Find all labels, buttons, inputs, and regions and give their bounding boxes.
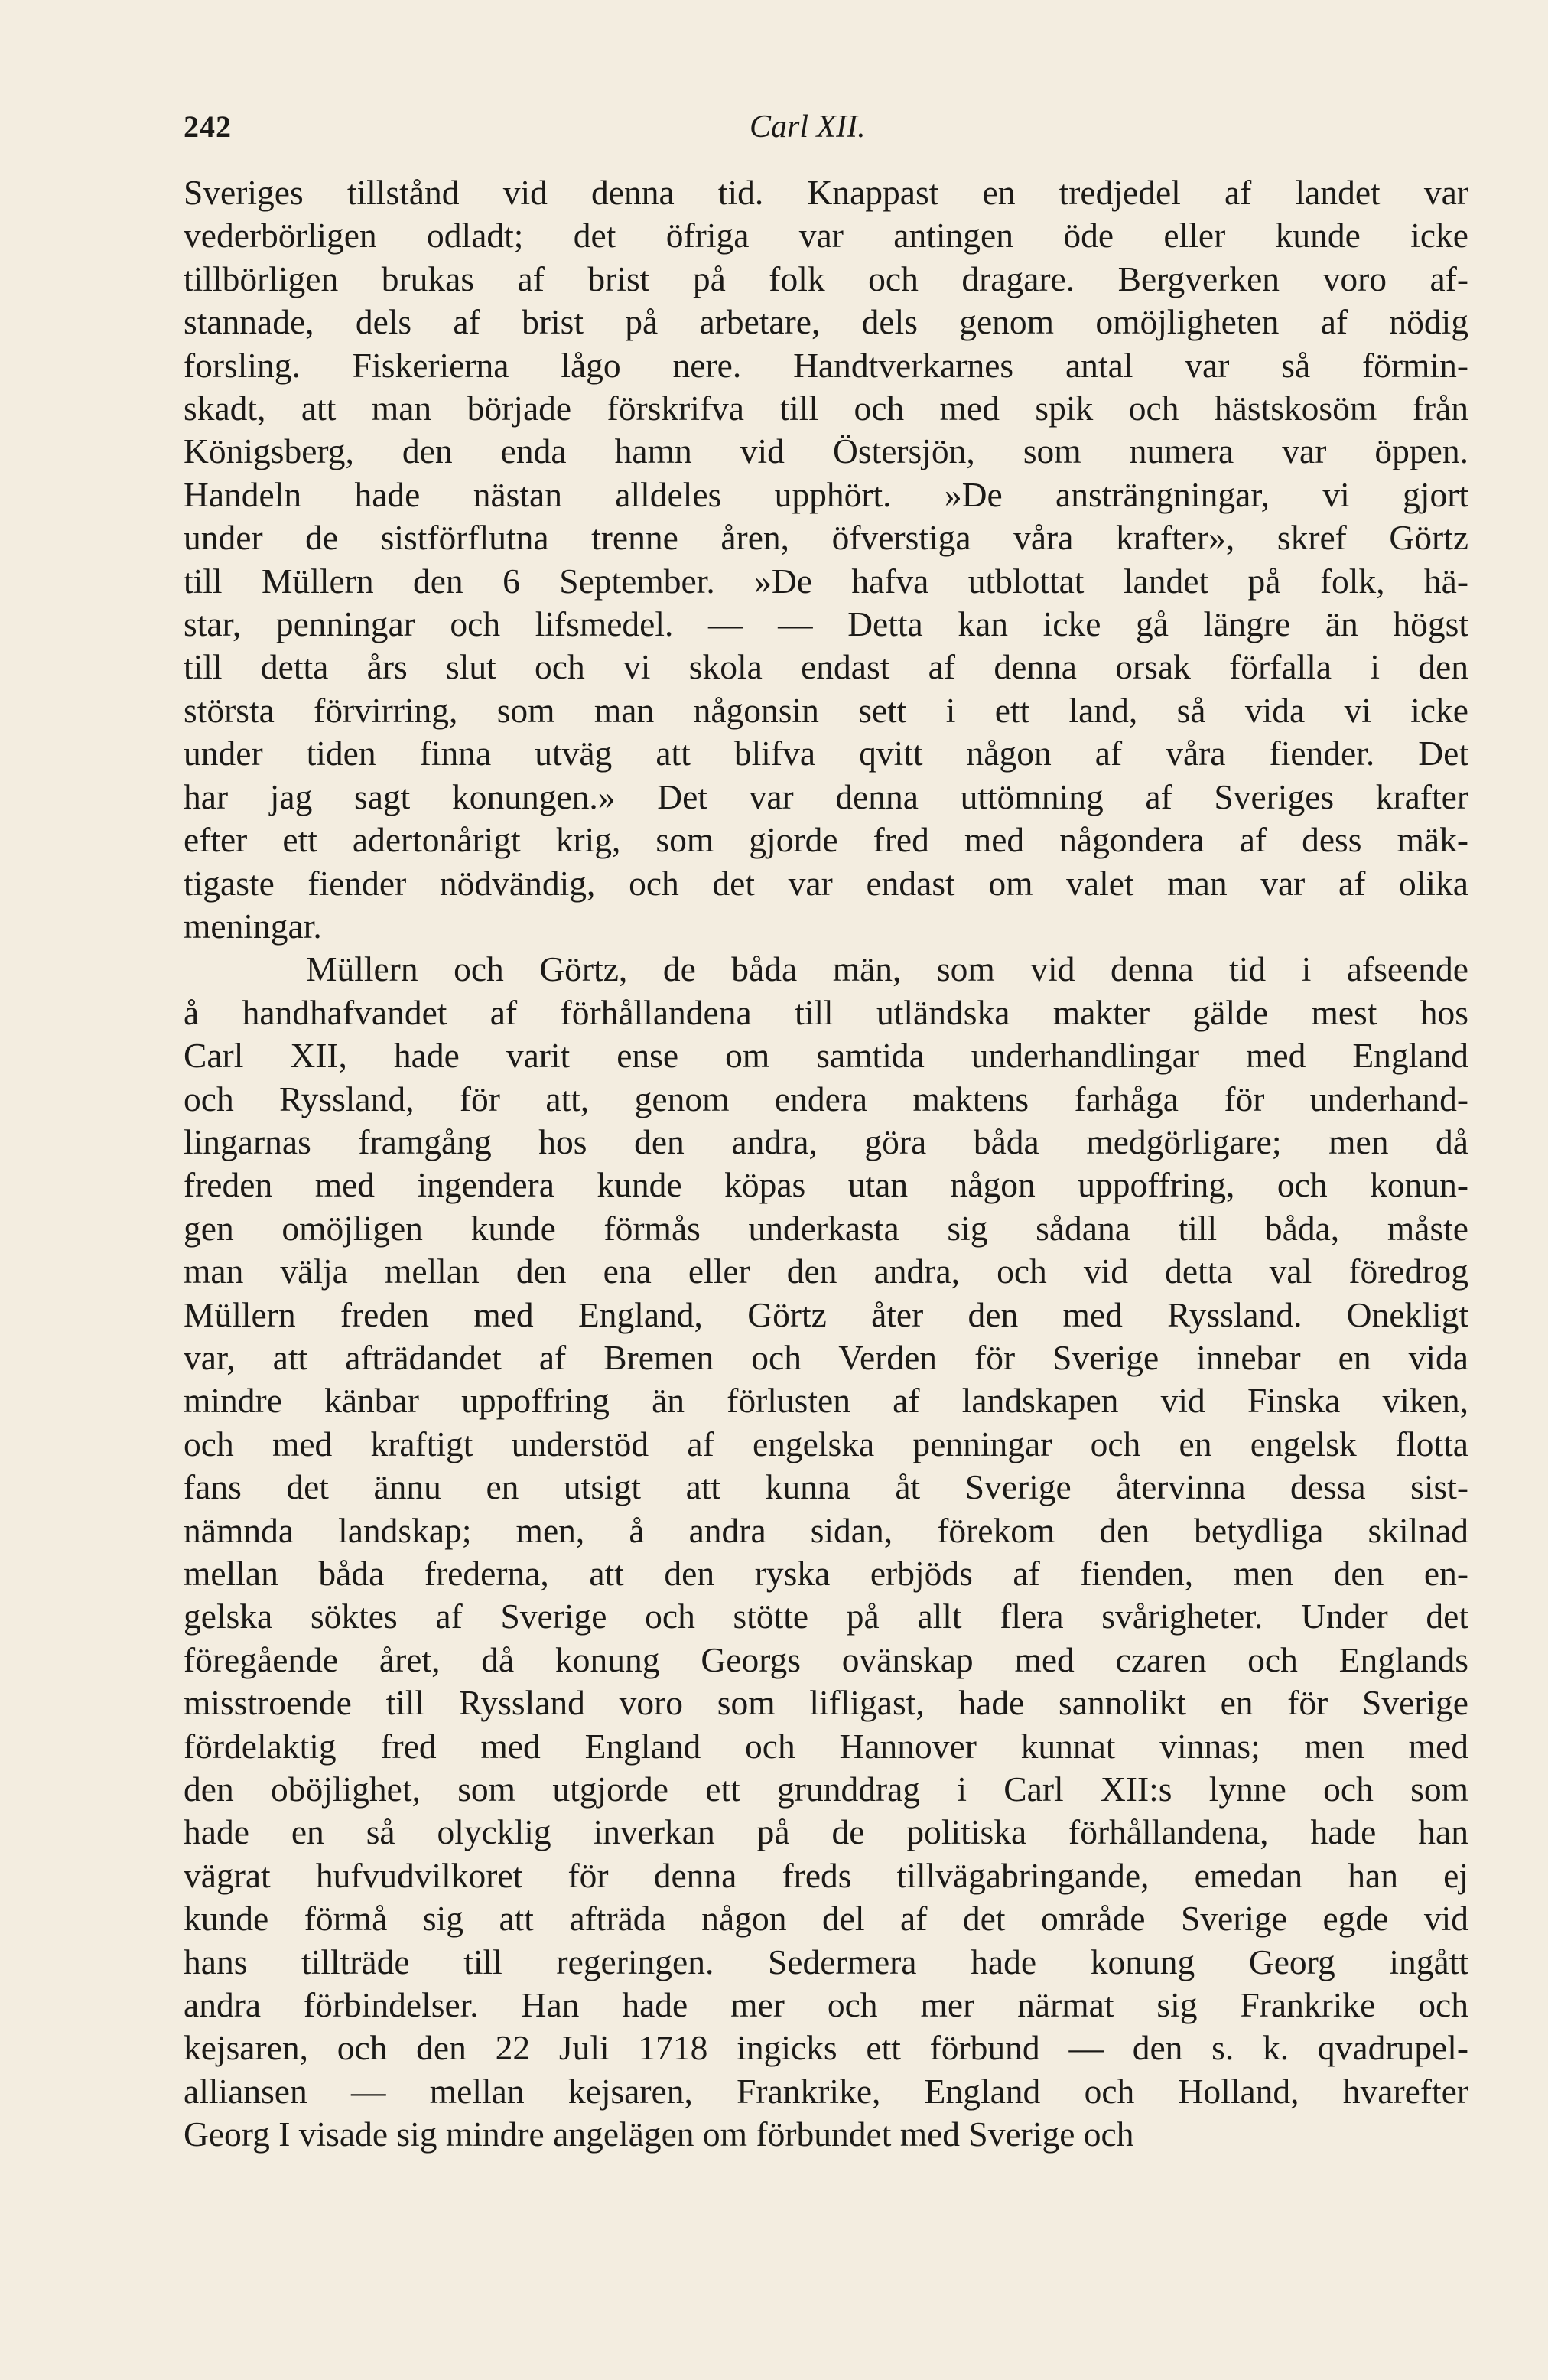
text-line: under tiden finna utväg att blifva qvitt någon af våra fiender. Det	[184, 734, 1468, 773]
text-line: var, att afträdandet af Bremen och Verden för Sverige innebar en vida	[184, 1337, 1468, 1377]
text-line: stannade, dels af brist på arbetare, dels genom omöjligheten af nödig	[184, 302, 1468, 342]
text-line: skadt, att man började förskrifva till och med spik och hästskosöm från	[184, 389, 1468, 428]
text-line: alliansen — mellan kejsaren, Frankrike, England och Holland, hvarefter	[184, 2071, 1468, 2111]
text-line: föregående året, då konung Georgs ovänskap med czaren och Englands	[184, 1639, 1468, 1679]
text-line: tillbörligen brukas af brist på folk och dragare. Bergverken voro af-	[184, 259, 1468, 298]
text-line: gelska söktes af Sverige och stötte på allt flera svårigheter. Under det	[184, 1597, 1468, 1636]
text-line: vederbörligen odladt; det öfriga var antingen öde eller kunde icke	[184, 216, 1468, 256]
text-line: freden med ingendera kunde köpas utan någon uppoffring, och konun-	[184, 1165, 1468, 1205]
text-line: efter ett adertonårigt krig, som gjorde fred med någondera af dess mäk-	[184, 820, 1468, 860]
text-line: kunde förmå sig att afträda någon del af det område Sverige egde vid	[184, 1899, 1468, 1939]
text-line: andra förbindelser. Han hade mer och mer närmat sig Frankrike och	[184, 1985, 1468, 2025]
text-line: har jag sagt konungen.» Det var denna uttömning af Sveriges krafter	[184, 777, 1468, 816]
page-number: 242	[184, 109, 232, 144]
text-line: man välja mellan den ena eller den andra, och vid detta val föredrog	[184, 1252, 1468, 1291]
text-line: till detta års slut och vi skola endast af denna orsak förfalla i den	[184, 647, 1468, 687]
text-line: Handeln hade nästan alldeles upphört. »De ansträngningar, vi gjort	[184, 474, 1468, 514]
text-line: Georg I visade sig mindre angelägen om förbundet med Sverige och	[184, 2115, 1134, 2154]
text-line: lingarnas framgång hos den andra, göra båda medgörligare; men då	[184, 1122, 1468, 1161]
text-line: forsling. Fiskerierna lågo nere. Handtverkarnes antal var så förmin-	[184, 345, 1468, 385]
running-title: Carl XII.	[750, 109, 866, 145]
text-line: Müllern freden med England, Görtz åter den med Ryssland. Onekligt	[184, 1294, 1468, 1334]
text-line: misstroende till Ryssland voro som lifligast, hade sannolikt en för Sverige	[184, 1683, 1468, 1723]
text-line: och med kraftigt understöd af engelska penningar och en engelsk flotta	[184, 1424, 1468, 1463]
paragraph	[184, 948, 1468, 2156]
text-line: Carl XII, hade varit ense om samtida underhandlingar med England	[184, 1036, 1468, 1076]
text-line: star, penningar och lifsmedel. — — Detta kan icke gå längre än högst	[184, 604, 1468, 644]
text-line: gen omöjligen kunde förmås underkasta sig sådana till båda, måste	[184, 1208, 1468, 1248]
text-line: å handhafvandet af förhållandena till utländska makter gälde mest hos	[184, 992, 1468, 1032]
text-line: tigaste fiender nödvändig, och det var endast om valet man var af olika	[184, 863, 1468, 903]
text-line: största förvirring, som man någonsin sett i ett land, så vida vi icke	[184, 690, 1468, 730]
running-header	[184, 109, 1468, 155]
text-line: till Müllern den 6 September. »De hafva utblottat landet på folk, hä-	[184, 561, 1468, 601]
text-line: den oböjlighet, som utgjorde ett grunddrag i Carl XII:s lynne och som	[184, 1770, 1468, 1809]
text-line: Sveriges tillstånd vid denna tid. Knappast en tredjedel af landet var	[184, 173, 1468, 212]
text-line: mindre känbar uppoffring än förlusten af landskapen vid Finska viken,	[184, 1381, 1468, 1421]
text-line: hade en så olycklig inverkan på de politiska förhållandena, hade han	[184, 1812, 1468, 1852]
body-text	[184, 171, 1468, 2157]
text-line: nämnda landskap; men, å andra sidan, förekom den betydliga skilnad	[184, 1510, 1468, 1550]
text-line: och Ryssland, för att, genom endera maktens farhåga för underhand-	[184, 1079, 1468, 1118]
text-line: under de sistförflutna trenne åren, öfverstiga våra krafter», skref Görtz	[184, 518, 1468, 558]
text-line: kejsaren, och den 22 Juli 1718 ingicks ett förbund — den s. k. qvadrupel-	[184, 2028, 1468, 2068]
text-line: vägrat hufvudvilkoret för denna freds tillvägabringande, emedan han ej	[184, 1855, 1468, 1895]
paragraph	[184, 171, 1468, 948]
text-line: Müllern och Görtz, de båda män, som vid denna tid i afseende	[306, 949, 1468, 989]
text-line: Königsberg, den enda hamn vid Östersjön, som numera var öppen.	[184, 431, 1468, 471]
text-line: meningar.	[184, 906, 322, 946]
text-line: hans tillträde till regeringen. Sedermera hade konung Georg ingått	[184, 1942, 1468, 1981]
text-line: fans det ännu en utsigt att kunna åt Sverige återvinna dessa sist-	[184, 1467, 1468, 1507]
text-line: fördelaktig fred med England och Hannover kunnat vinnas; men med	[184, 1726, 1468, 1766]
text-line: mellan båda frederna, att den ryska erbjöds af fienden, men den en-	[184, 1554, 1468, 1593]
